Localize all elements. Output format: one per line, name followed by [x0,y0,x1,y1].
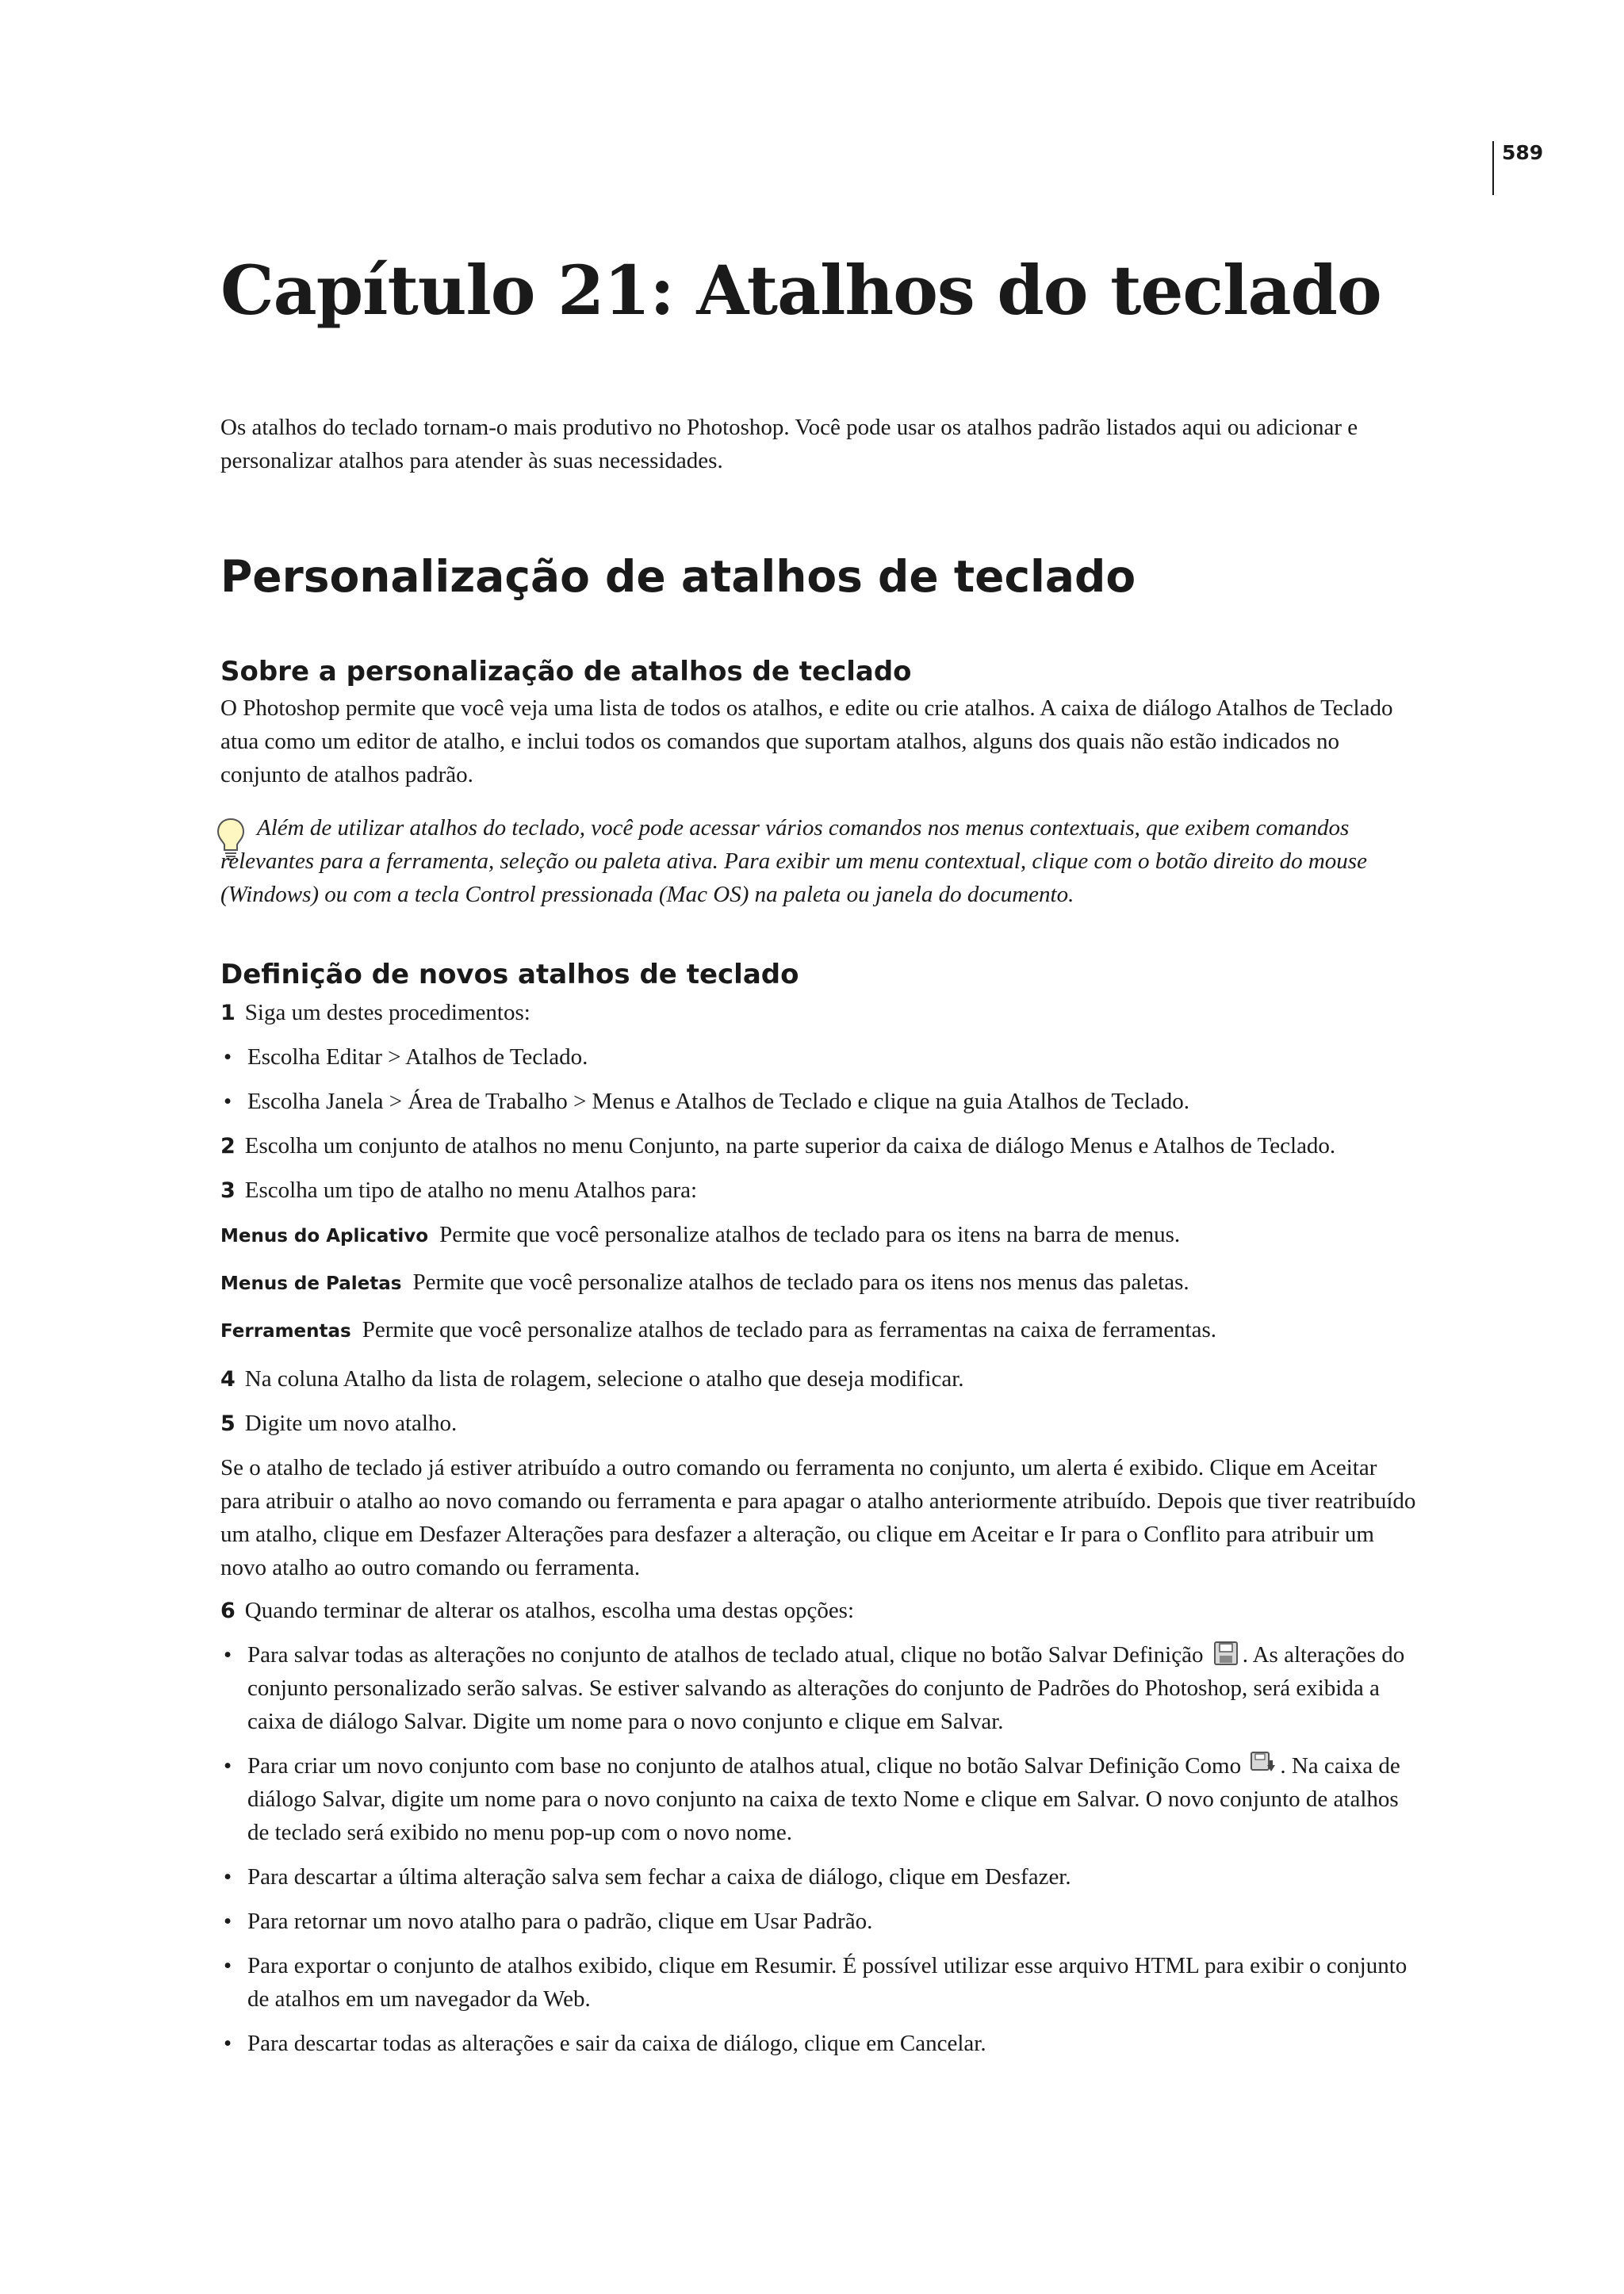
about-body: O Photoshop permite que você veja uma lista de todos os atalhos, e edite ou crie atalhos. A caixa de diálogo Atalhos de Teclado atua como um editor de atalho, e inclui todos os comandos que suportam atalhos, alguns dos quais não estão indicados no conjunto de atalhos padrão. [220,695,1393,787]
bullet-icon: • [224,1642,232,1668]
list-item: • Para descartar todas as alterações e sair da caixa de diálogo, clique em Cancelar. [220,2027,1418,2060]
bullet-icon: • [224,1753,232,1779]
step-text: Escolha um conjunto de atalhos no menu Conjunto, na parte superior da caixa de diálogo Menus e Atalhos de Teclado. [244,1133,1336,1158]
step-5 [220,1407,457,1441]
page-number-rule [1492,141,1494,195]
step-number: 2 [220,1134,236,1158]
term-palette-menus [220,1266,1189,1300]
step-1 [220,996,530,1030]
chapter-title: Capítulo 21: Atalhos do teclado [220,251,1381,331]
bullet-icon: • [224,1864,232,1890]
step-text: Siga um destes procedimentos: [244,1000,530,1025]
step-number: 5 [220,1411,236,1436]
step-number: 6 [220,1599,236,1623]
term-description: Permite que você personalize atalhos de teclado para os itens na barra de menus. [439,1222,1181,1247]
chapter-intro: Os atalhos do teclado tornam-o mais produtivo no Photoshop. Você pode usar os atalhos padrão listados aqui ou adicionar e personalizar atalhos para atender às suas necessidades. [220,415,1358,473]
step-6 [220,1594,854,1628]
step-number: 3 [220,1178,236,1203]
term-description: Permite que você personalize atalhos de teclado para as ferramentas na caixa de ferramentas. [362,1317,1217,1342]
list-item: • Escolha Janela > Área de Trabalho > Menus e Atalhos de Teclado e clique na guia Atalhos de Teclado. [220,1085,1418,1118]
save-definition-as-icon [1250,1751,1277,1778]
list-item: • Para retornar um novo atalho para o padrão, clique em Usar Padrão. [220,1905,1418,1938]
step-3 [220,1174,697,1208]
term-application-menus [220,1218,1180,1253]
define-heading: Definição de novos atalhos de teclado [220,959,799,990]
page-number: 589 [1502,141,1544,164]
bullet-icon: • [224,1089,232,1114]
conflict-paragraph: Se o atalho de teclado já estiver atribuído a outro comando ou ferramenta no conjunto, um alerta é exibido. Clique em Aceitar para atribuir o atalho ao novo comando ou ferramenta e para apagar o atalho anteriormente atribuído. Depois que tiver reatribuído um atalho, clique em Desfazer Alterações para desfazer a alteração, ou clique em Aceitar e Ir para o Conflito para atribuir um novo atalho ao outro comando ou ferramenta. [220,1455,1416,1580]
step-number: 1 [220,1001,236,1025]
about-heading: Sobre a personalização de atalhos de teclado [220,656,912,687]
list-item: • Para exportar o conjunto de atalhos exibido, clique em Resumir. É possível utilizar esse arquivo HTML para exibir o conjunto de atalhos em um navegador da Web. [220,1949,1418,2016]
list-item: • Para salvar todas as alterações no conjunto de atalhos de teclado atual, clique no botão Salvar Definição . As alterações do conjunto personalizado serão salvas. Se estiver salvando as alterações do conjunto de Padrões do Photoshop, será exibida a caixa de diálogo Salvar. Digite um nome para o novo conjunto e clique em Salvar. [220,1638,1418,1738]
step-text: Digite um novo atalho. [244,1411,458,1436]
step-text: Quando terminar de alterar os atalhos, escolha uma destas opções: [244,1598,855,1623]
list-item: • Escolha Editar > Atalhos de Teclado. [220,1040,1418,1074]
term-label: Menus de Paletas [220,1273,402,1294]
term-tools [220,1313,1216,1348]
bullet-icon: • [224,1909,232,1934]
bullet-icon: • [224,1953,232,1978]
step-text: Escolha um tipo de atalho no menu Atalhos para: [244,1178,697,1203]
list-item: • Para descartar a última alteração salva sem fechar a caixa de diálogo, clique em Desfazer. [220,1860,1418,1894]
tip-text: Além de utilizar atalhos do teclado, você pode acessar vários comandos nos menus contextuais, que exibem comandos relevantes para a ferramenta, seleção ou paleta ativa. Para exibir um menu contextual, clique com o botão direito do mouse (Windows) ou com a tecla Control pressionada (Mac OS) na paleta ou janela do documento. [220,815,1367,907]
term-label: Menus do Aplicativo [220,1226,429,1247]
bullet-icon: • [224,1044,232,1070]
term-label: Ferramentas [220,1321,351,1342]
step-text: Na coluna Atalho da lista de rolagem, selecione o atalho que deseja modificar. [244,1366,964,1392]
list-item: • Para criar um novo conjunto com base no conjunto de atalhos atual, clique no botão Salvar Definição Como . Na caixa de diálogo Salvar, digite um nome para o novo conjunto na caixa de texto Nome e clique em Salvar. O novo conjunto de atalhos de teclado será exibido no menu pop-up com o novo nome. [220,1749,1418,1849]
save-definition-icon [1212,1640,1239,1667]
bullet-icon: • [224,2031,232,2056]
step-2 [220,1129,1335,1163]
step-4 [220,1362,964,1396]
term-description: Permite que você personalize atalhos de teclado para os itens nos menus das paletas. [412,1270,1189,1295]
step-number: 4 [220,1367,236,1392]
section-title: Personalização de atalhos de teclado [220,551,1136,602]
